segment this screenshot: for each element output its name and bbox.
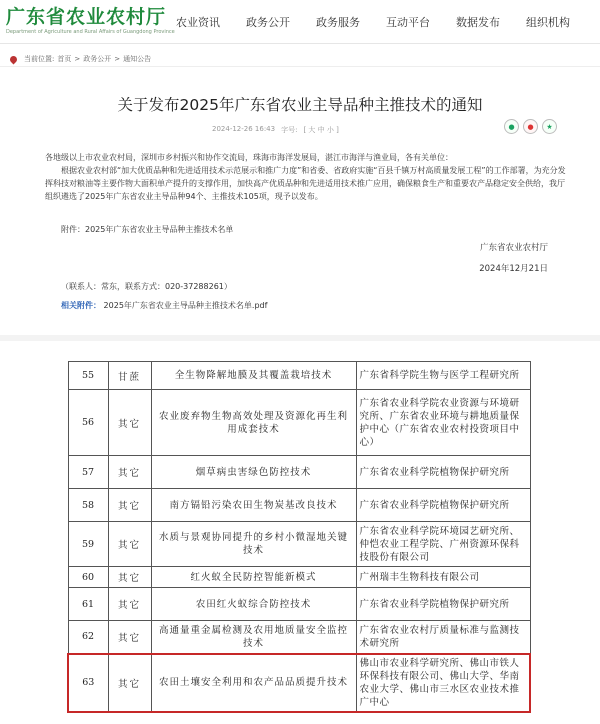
cell-technology: 水质与景观协同提升的乡村小微湿地关键技术 bbox=[151, 522, 356, 567]
table-row bbox=[68, 588, 530, 621]
cell-crop: 其它 bbox=[108, 489, 151, 522]
nav-item-gov-service[interactable]: 政务服务 bbox=[316, 16, 360, 29]
cell-crop: 甘蔗 bbox=[108, 362, 151, 390]
signature-org: 广东省农业农村厅 bbox=[479, 243, 548, 253]
cell-crop: 其它 bbox=[108, 654, 151, 712]
breadcrumb-separator: > bbox=[114, 55, 121, 63]
cell-unit: 广东省农业科学院植物保护研究所 bbox=[356, 489, 530, 522]
cell-technology: 南方镉铅污染农田生物炭基改良技术 bbox=[151, 489, 356, 522]
cell-crop: 其它 bbox=[108, 522, 151, 567]
site-header bbox=[0, 0, 600, 44]
cell-technology: 烟草病虫害绿色防控技术 bbox=[151, 456, 356, 489]
font-size-switch[interactable]: [ 大 中 小 ] bbox=[303, 126, 339, 134]
cell-technology: 全生物降解地膜及其覆盖栽培技术 bbox=[151, 362, 356, 390]
cell-crop: 其它 bbox=[108, 621, 151, 654]
cell-crop: 其它 bbox=[108, 588, 151, 621]
breadcrumb-gov-open[interactable]: 政务公开 bbox=[83, 55, 112, 63]
cell-technology: 高通量重金属检测及农用地质量安全监控技术 bbox=[151, 621, 356, 654]
nav-item-data-release[interactable]: 数据发布 bbox=[456, 16, 500, 29]
table-row bbox=[68, 489, 530, 522]
signature-date: 2024年12月21日 bbox=[479, 264, 548, 274]
cell-number: 62 bbox=[68, 621, 108, 654]
related-attachment bbox=[61, 300, 267, 311]
cell-technology: 农田红火蚁综合防控技术 bbox=[151, 588, 356, 621]
cell-technology: 农业废弃物生物高效处理及资源化再生利用成套技术 bbox=[151, 390, 356, 456]
article-body bbox=[45, 151, 570, 203]
related-attachment-label: 相关附件： bbox=[61, 301, 101, 310]
qzone-icon[interactable]: ★ bbox=[542, 119, 557, 134]
breadcrumb-prefix: 当前位置: bbox=[24, 55, 55, 63]
cell-unit: 广州瑞丰生物科技有限公司 bbox=[356, 567, 530, 588]
site-logo[interactable] bbox=[6, 6, 175, 36]
table-row bbox=[68, 621, 530, 654]
table-row bbox=[68, 390, 530, 456]
table-row bbox=[68, 567, 530, 588]
tech-list-table-area bbox=[0, 341, 600, 724]
cell-unit: 广东省农业科学院植物保护研究所 bbox=[356, 456, 530, 489]
cell-technology: 红火蚁全民防控智能新模式 bbox=[151, 567, 356, 588]
cell-number: 58 bbox=[68, 489, 108, 522]
breadcrumb bbox=[10, 54, 151, 64]
article-panel bbox=[0, 66, 600, 341]
font-size-label: 字号: bbox=[281, 126, 298, 134]
cell-number: 63 bbox=[68, 654, 108, 712]
weibo-icon[interactable]: ● bbox=[523, 119, 538, 134]
cell-crop: 其它 bbox=[108, 456, 151, 489]
cell-technology: 农田土壤安全利用和农产品品质提升技术 bbox=[151, 654, 356, 712]
nav-item-gov-open[interactable]: 政务公开 bbox=[246, 16, 290, 29]
article-paragraph: 根据农业农村部“加大优质品种和先进适用技术示范展示和推广力度”和省委、省政府实施“百县千镇万村高质量发展工程”的工作部署，为充分发挥科技对粮油等主要作物大面积单产提升的支撑作用，加快高产优质品种和先进适用技术推广应用，确保粮食生产和重要农产品稳定安全供给，我厅组织遴选了2025年广东省农业主导品种94个、主推技术105项，现予以发布。 bbox=[45, 166, 566, 201]
cell-unit: 佛山市农业科学研究所、佛山市铁人环保科技有限公司、佛山大学、华南农业大学、佛山市三水区农业技术推广中心 bbox=[356, 654, 530, 712]
nav-item-interaction[interactable]: 互动平台 bbox=[386, 16, 430, 29]
share-buttons bbox=[504, 119, 557, 134]
cell-unit: 广东省农业科学院植物保护研究所 bbox=[356, 588, 530, 621]
breadcrumb-separator: > bbox=[74, 55, 81, 63]
cell-number: 57 bbox=[68, 456, 108, 489]
contact-line: （联系人：常东，联系方式：020-37288261） bbox=[61, 282, 232, 291]
wechat-icon[interactable]: ● bbox=[504, 119, 519, 134]
cell-unit: 广东省科学院生物与医学工程研究所 bbox=[356, 362, 530, 390]
table-row bbox=[68, 362, 530, 390]
nav-item-agri-news[interactable]: 农业资讯 bbox=[176, 16, 220, 29]
table-row bbox=[68, 522, 530, 567]
cell-unit: 广东省农业科学院农业资源与环境研究所、广东省农业环境与耕地质量保护中心（广东省农业农村投资项目中心） bbox=[356, 390, 530, 456]
cell-unit: 广东省农业科学院环境园艺研究所、仲恺农业工程学院、广州资源环保科技股份有限公司 bbox=[356, 522, 530, 567]
logo-text-cn: 广东省农业农村厅 bbox=[6, 6, 167, 28]
tech-list-table bbox=[67, 361, 531, 713]
related-attachment-link[interactable]: 2025年广东省农业主导品种主推技术名单.pdf bbox=[103, 301, 268, 310]
article-salutation: 各地级以上市农业农村局，深圳市乡村振兴和协作交流局，珠海市海洋发展局，湛江市海洋与渔业局，各有关单位： bbox=[45, 153, 453, 162]
cell-number: 60 bbox=[68, 567, 108, 588]
logo-text-en: Department of Agriculture and Rural Affairs of Guangdong Province bbox=[6, 29, 175, 35]
article-date: 2024-12-26 16:43 bbox=[212, 125, 276, 133]
nav-item-organization[interactable]: 组织机构 bbox=[526, 16, 570, 29]
cell-number: 59 bbox=[68, 522, 108, 567]
cell-crop: 其它 bbox=[108, 567, 151, 588]
cell-crop: 其它 bbox=[108, 390, 151, 456]
main-nav bbox=[176, 14, 596, 30]
cell-number: 56 bbox=[68, 390, 108, 456]
breadcrumb-notices[interactable]: 通知公告 bbox=[123, 55, 152, 63]
cell-number: 61 bbox=[68, 588, 108, 621]
table-row bbox=[68, 654, 530, 712]
article-title: 关于发布2025年广东省农业主导品种主推技术的通知 bbox=[117, 96, 483, 114]
table-row bbox=[68, 456, 530, 489]
cell-number: 55 bbox=[68, 362, 108, 390]
attachment-line: 附件：2025年广东省农业主导品种主推技术名单 bbox=[61, 225, 234, 234]
breadcrumb-home[interactable]: 首页 bbox=[57, 55, 72, 63]
location-pin-icon bbox=[9, 54, 19, 64]
article-meta bbox=[212, 125, 339, 135]
cell-unit: 广东省农业农村厅质量标准与监测技术研究所 bbox=[356, 621, 530, 654]
